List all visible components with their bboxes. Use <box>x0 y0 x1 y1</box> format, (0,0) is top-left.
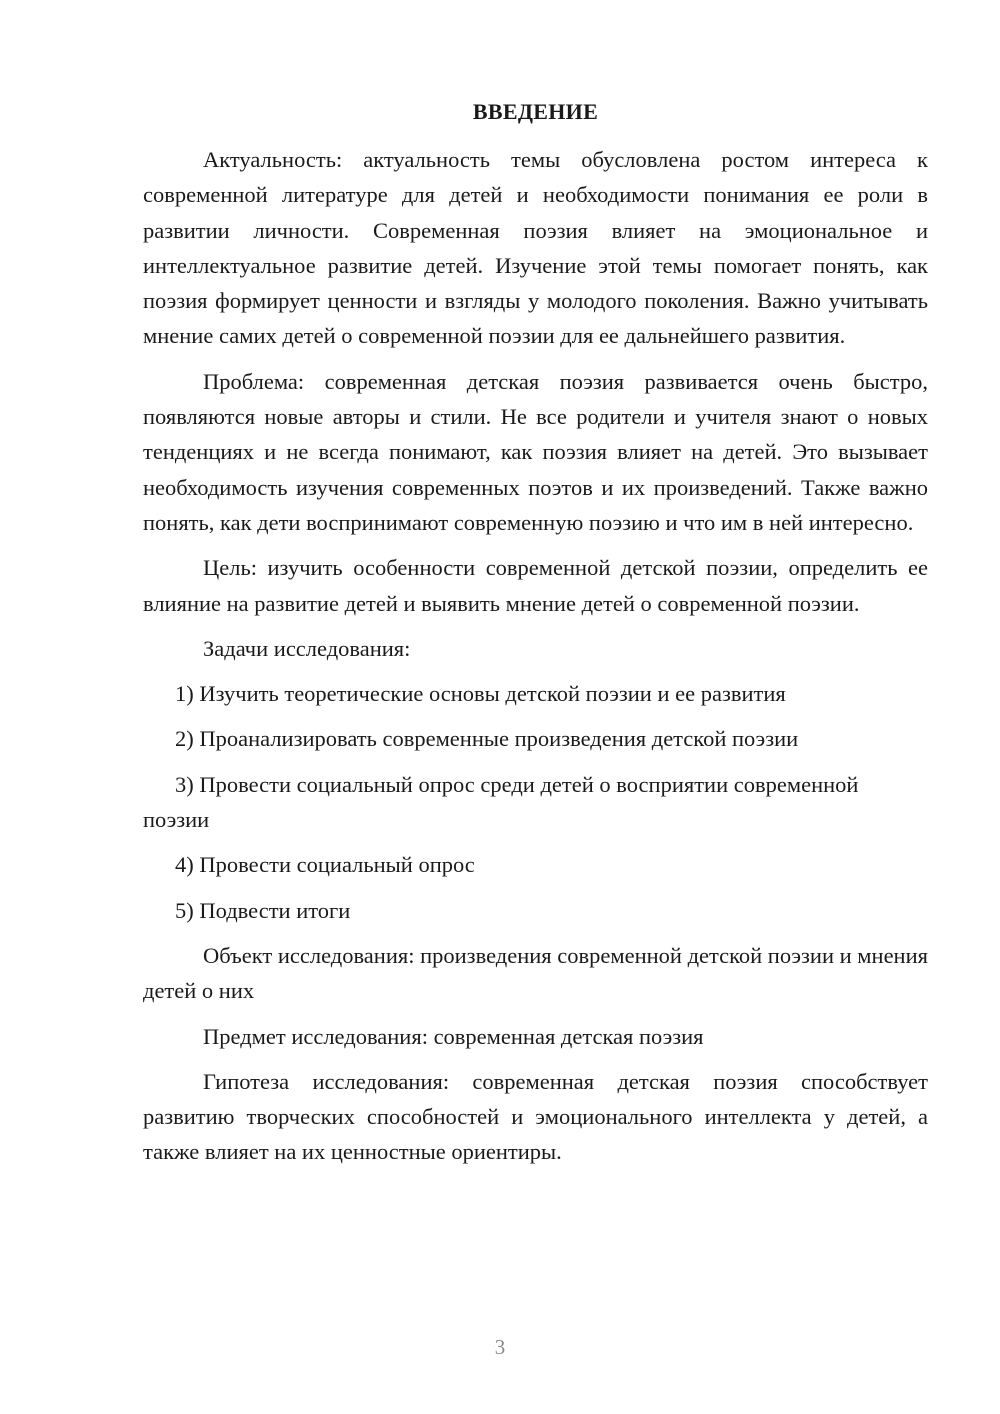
relevance-paragraph: Актуальность: актуальность темы обусловлена ростом интереса к современной литературе для детей и необходимости понимания ее роли в развитии личности. Современная поэзия влияет на эмоциональное и интеллектуальное развитие детей. Изучение этой темы помогает понять, как поэзия формирует ценности и взгляды у молодого поколения. Важно учитывать мнение самих детей о современной поэзии для ее дальнейшего развития. <box>143 147 928 349</box>
problem-paragraph: Проблема: современная детская поэзия развивается очень быстро, появляются новые авторы и стили. Не все родители и учителя знают о новых тенденциях и не всегда понимают, как поэзия влияет на детей. Это вызывает необходимость изучения современных поэтов и их произведений. Также важно понять, как дети воспринимают современную поэзию и что им в ней интересно. <box>143 368 928 535</box>
task-item: 4) Провести социальный опрос <box>175 852 475 878</box>
task-item: 2) Проанализировать современные произведения детской поэзии <box>175 726 799 752</box>
hypothesis-paragraph: Гипотеза исследования: современная детская поэзия способствует развитию творческих способностей и эмоционального интеллекта у детей, а также влияет на их ценностные ориентиры. <box>143 1068 928 1165</box>
goal-paragraph: Цель: изучить особенности современной детской поэзии, определить ее влияние на развитие детей и выявить мнение детей о современной поэзии. <box>143 555 928 616</box>
task-item: 3) Провести социальный опрос среди детей о восприятии современной поэзии <box>143 771 859 833</box>
task-item: 5) Подвести итоги <box>175 897 351 923</box>
object-paragraph: Объект исследования: произведения современной детской поэзии и мнения детей о них <box>143 942 928 1004</box>
page-title: ВВЕДЕНИЕ <box>472 99 599 124</box>
page-number: 3 <box>494 1335 506 1359</box>
task-item: 1) Изучить теоретические основы детской поэзии и ее развития <box>175 681 786 707</box>
tasks-heading: Задачи исследования: <box>203 635 411 661</box>
document-body <box>143 142 928 1180</box>
subject-paragraph: Предмет исследования: современная детская поэзия <box>203 1023 704 1049</box>
